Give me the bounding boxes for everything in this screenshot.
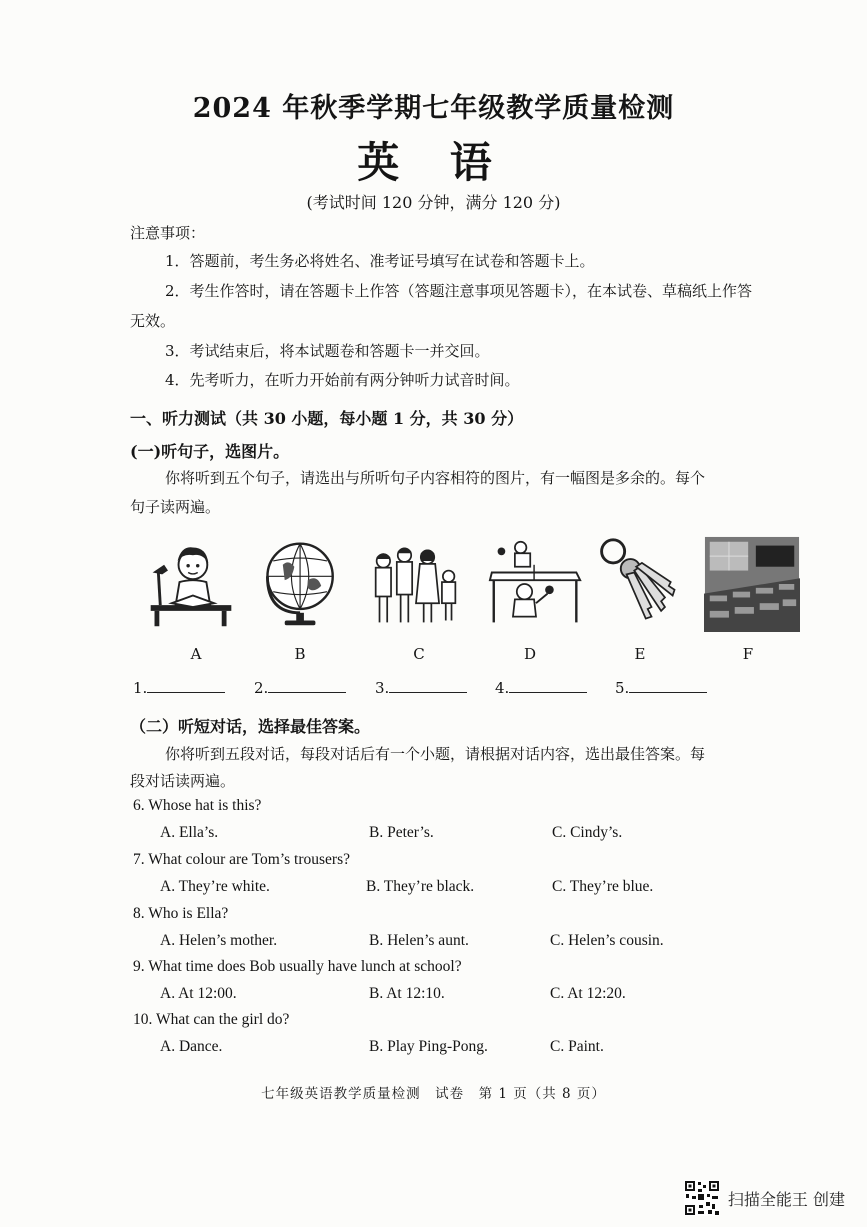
picture-label: A [190, 645, 202, 663]
question-7: 7. What colour are Tom’s trousers? [133, 851, 351, 868]
picture-label: E [634, 645, 646, 663]
note-item: 4．先考听力，在听力开始前有两分钟听力试音时间。 [165, 371, 520, 389]
notes-heading: 注意事项： [130, 224, 206, 242]
part2-instructions: 你将听到五段对话，每段对话后有一个小题，请根据对话内容，选出最佳答案。每 [165, 745, 706, 763]
classroom-icon [703, 536, 801, 632]
scanner-watermark: 扫描全能王 创建 [684, 1180, 845, 1216]
option-c[interactable]: C. Paint. [550, 1038, 604, 1055]
option-a[interactable]: A. At 12:00. [160, 985, 237, 1002]
option-c[interactable]: C. Cindy’s. [552, 824, 623, 841]
option-a[interactable]: A. Dance. [160, 1038, 223, 1055]
part1-title: (一)听句子，选图片。 [130, 442, 290, 461]
question-10: 10. What can the girl do? [133, 1011, 290, 1028]
section-title: 一、听力测试（共 30 小题，每小题 1 分，共 30 分） [130, 409, 524, 428]
part1-instructions: 句子读两遍。 [130, 498, 221, 516]
globe-icon [254, 536, 350, 632]
answer-blank-4[interactable]: 4. [495, 678, 587, 697]
note-item: 1．答题前，考生务必将姓名、准考证号填写在试卷和答题卡上。 [165, 252, 595, 270]
option-b[interactable]: B. Play Ping-Pong. [369, 1038, 488, 1055]
option-c[interactable]: C. They’re blue. [552, 878, 654, 895]
part2-instructions: 段对话读两遍。 [130, 772, 236, 790]
option-a[interactable]: A. Helen’s mother. [160, 932, 278, 949]
note-item: 无效。 [130, 312, 176, 330]
option-b[interactable]: B. They’re black. [366, 878, 475, 895]
picture-label: C [413, 645, 425, 663]
part1-instructions: 你将听到五个句子，请选出与所听句子内容相符的图片，有一幅图是多余的。每个 [165, 469, 706, 487]
option-b[interactable]: B. Helen’s aunt. [369, 932, 469, 949]
question-8: 8. Who is Ella? [133, 905, 229, 922]
option-b[interactable]: B. At 12:10. [369, 985, 445, 1002]
ping-pong-icon [488, 536, 584, 632]
picture-label: B [294, 645, 306, 663]
picture-label: F [742, 645, 754, 663]
answer-blank-5[interactable]: 5. [615, 678, 707, 697]
option-c[interactable]: C. Helen’s cousin. [550, 932, 664, 949]
answer-blank-1[interactable]: 1. [133, 678, 225, 697]
answer-blank-2[interactable]: 2. [254, 678, 346, 697]
answer-blank-3[interactable]: 3. [375, 678, 467, 697]
part2-title: （二）听短对话，选择最佳答案。 [130, 717, 371, 736]
subject-title: 英 语 [357, 138, 510, 187]
keys-icon [592, 536, 688, 632]
qr-code-icon [684, 1180, 720, 1216]
option-b[interactable]: B. Peter’s. [369, 824, 434, 841]
family-icon [368, 536, 464, 632]
exam-title: 2024 年秋季学期七年级教学质量检测 [192, 93, 675, 124]
note-item: 3．考试结束后，将本试题卷和答题卡一并交回。 [165, 342, 490, 360]
question-9: 9. What time does Bob usually have lunch at school? [133, 958, 462, 975]
exam-info: (考试时间 120 分钟，满分 120 分) [306, 193, 561, 212]
option-a[interactable]: A. They’re white. [160, 878, 270, 895]
note-item: 2．考生作答时，请在答题卡上作答（答题注意事项见答题卡），在本试卷、草稿纸上作答 [165, 282, 753, 300]
picture-label: D [523, 645, 537, 663]
option-a[interactable]: A. Ella’s. [160, 824, 219, 841]
option-c[interactable]: C. At 12:20. [550, 985, 626, 1002]
student-reading-icon [143, 536, 239, 632]
page-footer: 七年级英语教学质量检测 试卷 第 1 页（共 8 页） [261, 1086, 606, 1102]
question-6: 6. Whose hat is this? [133, 797, 262, 814]
